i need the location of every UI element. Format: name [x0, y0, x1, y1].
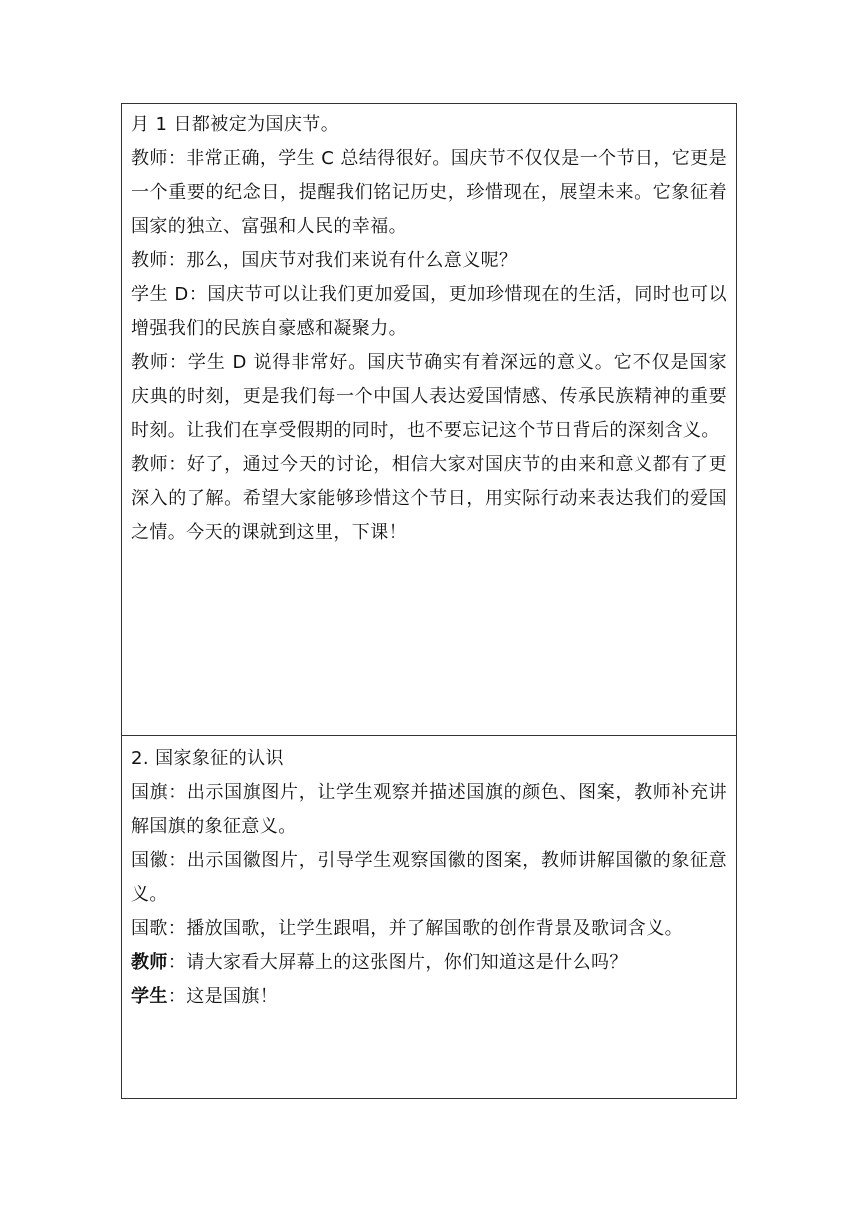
paragraph: 国歌：播放国歌，让学生跟唱，并了解国歌的创作背景及歌词含义。	[131, 918, 683, 939]
dialogue-line	[131, 946, 727, 980]
section-heading: 2. 国家象征的认识	[131, 748, 284, 769]
lesson-table	[121, 103, 737, 1099]
paragraph: 学生 D：国庆节可以让我们更加爱国，更加珍惜现在的生活，同时也可以增强我们的民族自豪感和凝聚力。	[131, 284, 727, 339]
paragraph: 教师：非常正确，学生 C 总结得很好。国庆节不仅仅是一个节日，它更是一个重要的纪念日，提醒我们铭记历史，珍惜现在，展望未来。它象征着国家的独立、富强和人民的幸福。	[131, 148, 727, 237]
paragraph: 教师：好了，通过今天的讨论，相信大家对国庆节的由来和意义都有了更深入的了解。希望大家能够珍惜这个节日，用实际行动来表达我们的爱国之情。今天的课就到这里，下课！	[131, 454, 727, 543]
dialogue-text: ：这是国旗！	[167, 986, 279, 1007]
paragraph: 教师：学生 D 说得非常好。国庆节确实有着深远的意义。它不仅是国家庆典的时刻，更是我们每一个中国人表达爱国情感、传承民族精神的重要时刻。让我们在享受假期的同时，也不要忘记这个节日背后的深刻含义。	[131, 352, 727, 441]
dialogue-text: ：请大家看大屏幕上的这张图片，你们知道这是什么吗？	[167, 952, 628, 973]
paragraph: 国旗：出示国旗图片，让学生观察并描述国旗的颜色、图案，教师补充讲解国旗的象征意义。	[131, 782, 727, 837]
table-cell-dialogue	[122, 104, 736, 736]
paragraph: 教师：那么，国庆节对我们来说有什么意义呢？	[131, 250, 518, 271]
paragraph: 国徽：出示国徽图片，引导学生观察国徽的图案，教师讲解国徽的象征意义。	[131, 850, 727, 905]
dialogue-line	[131, 980, 727, 1014]
table-cell-national-symbols	[122, 736, 736, 1098]
speaker-label: 教师	[131, 952, 168, 973]
speaker-label: 学生	[131, 986, 168, 1007]
paragraph: 月 1 日都被定为国庆节。	[131, 114, 340, 135]
